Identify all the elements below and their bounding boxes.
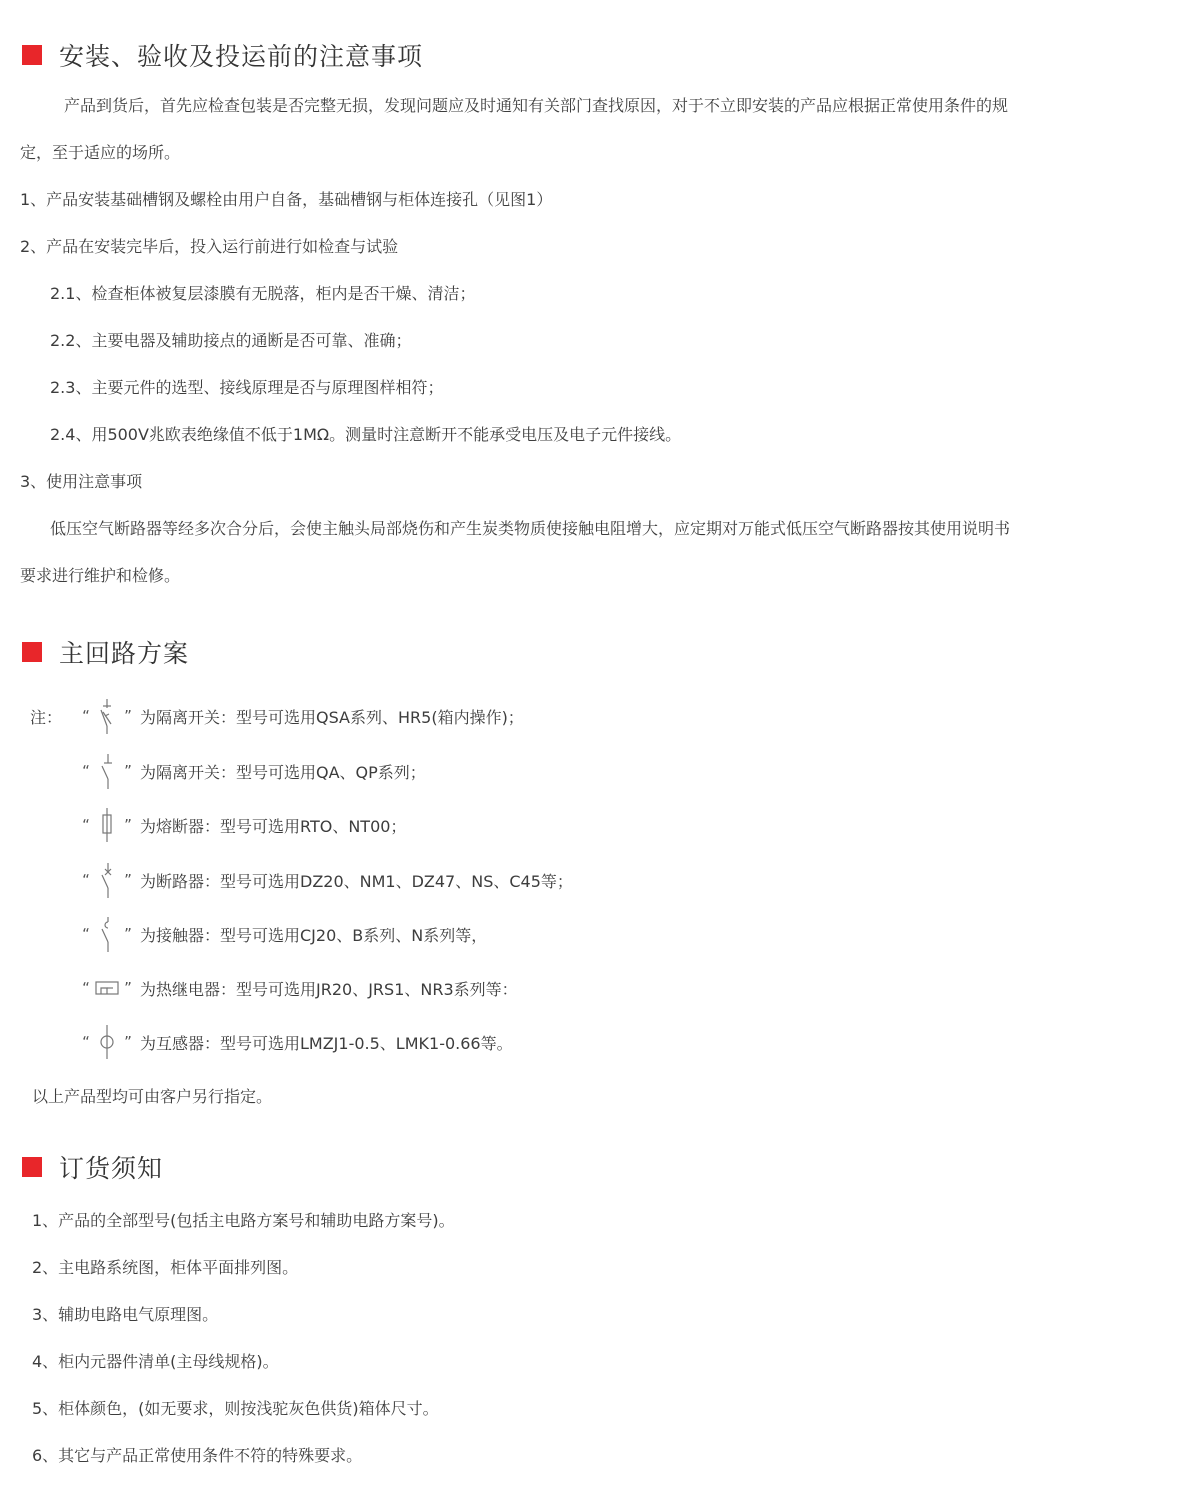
note-row [30,751,426,791]
quote-close: ” [124,925,132,943]
sub-list-item: 2.1、检查柜体被复层漆膜有无脱落，柜内是否干燥、清洁； [50,284,476,303]
quote-open: “ [82,707,90,725]
list-item: 2、主电路系统图，柜体平面排列图。 [32,1258,299,1277]
list-item: 2、产品在安装完毕后，投入运行前进行如检查与试验 [20,237,399,256]
note-text: 为断路器：型号可选用DZ20、NM1、DZ47、NS、C45等； [140,871,573,891]
note-row [30,805,406,845]
note-row [30,696,524,736]
red-square-icon [22,1157,42,1177]
note-text: 为热继电器：型号可选用JR20、JRS1、NR3系列等： [140,979,518,999]
contactor-icon [92,914,122,954]
quote-open: “ [82,1033,90,1051]
paragraph-line: 低压空气断路器等经多次合分后，会使主触头局部烧伤和产生炭类物质使接触电阻增大，应定期对万能式低压空气断路器按其使用说明书 [50,519,1011,538]
list-item: 3、使用注意事项 [20,472,143,491]
note-row [30,860,573,900]
sub-list-item: 2.3、主要元件的选型、接线原理是否与原理图样相符； [50,378,444,397]
list-item: 4、柜内元器件清单(主母线规格)。 [32,1352,279,1371]
circuit-breaker-icon [92,860,122,900]
list-item: 3、辅助电路电气原理图。 [32,1305,219,1324]
note-text: 为隔离开关：型号可选用QSA系列、HR5(箱内操作)； [140,707,524,727]
fuse-icon [92,805,122,845]
note-text: 为接触器：型号可选用CJ20、B系列、N系列等， [140,925,488,945]
sub-list-item: 2.2、主要电器及辅助接点的通断是否可靠、准确； [50,331,412,350]
quote-close: ” [124,816,132,834]
sub-list-item: 2.4、用500V兆欧表绝缘值不低于1MΩ。测量时注意断开不能承受电压及电子元件接线。 [50,425,682,444]
quote-open: “ [82,816,90,834]
quote-open: “ [82,871,90,889]
quote-close: ” [124,707,132,725]
isolating-switch-box-icon [92,696,122,736]
list-item: 5、柜体颜色，(如无要求，则按浅驼灰色供货)箱体尺寸。 [32,1399,439,1418]
red-square-icon [22,642,42,662]
quote-close: ” [124,762,132,780]
note-row [30,914,487,954]
section-heading-installation [22,38,423,72]
thermal-relay-icon [92,968,122,1008]
note-text: 为互感器：型号可选用LMZJ1-0.5、LMK1-0.66等。 [140,1033,513,1053]
quote-open: “ [82,762,90,780]
quote-close: ” [124,871,132,889]
list-item: 6、其它与产品正常使用条件不符的特殊要求。 [32,1446,363,1465]
isolating-switch-icon [92,751,122,791]
section-heading-main-circuit [22,635,189,669]
note-row [30,1022,513,1062]
section-heading-ordering [22,1150,163,1184]
red-square-icon [22,45,42,65]
quote-open: “ [82,925,90,943]
paragraph-line: 产品到货后，首先应检查包装是否完整无损，发现问题应及时通知有关部门查找原因，对于不立即安装的产品应根据正常使用条件的规 [64,96,1009,115]
paragraph-line: 定，至于适应的场所。 [20,143,181,162]
note-label: 注： [30,707,63,727]
paragraph-line: 要求进行维护和检修。 [20,566,181,585]
quote-close: ” [124,979,132,997]
quote-open: “ [82,979,90,997]
note-row [30,968,518,1008]
transformer-icon [92,1022,122,1062]
list-item: 1、产品的全部型号(包括主电路方案号和辅助电路方案号)。 [32,1211,455,1230]
section-title: 订货须知 [59,1154,164,1183]
note-footer: 以上产品型均可由客户另行指定。 [32,1087,273,1106]
section-title: 主回路方案 [59,639,190,668]
list-item: 1、产品安装基础槽钢及螺栓由用户自备，基础槽钢与柜体连接孔（见图1） [20,190,553,209]
note-text: 为隔离开关：型号可选用QA、QP系列； [140,762,426,782]
note-text: 为熔断器：型号可选用RTO、NT00； [140,816,407,836]
quote-close: ” [124,1033,132,1051]
section-title: 安装、验收及投运前的注意事项 [59,42,424,71]
